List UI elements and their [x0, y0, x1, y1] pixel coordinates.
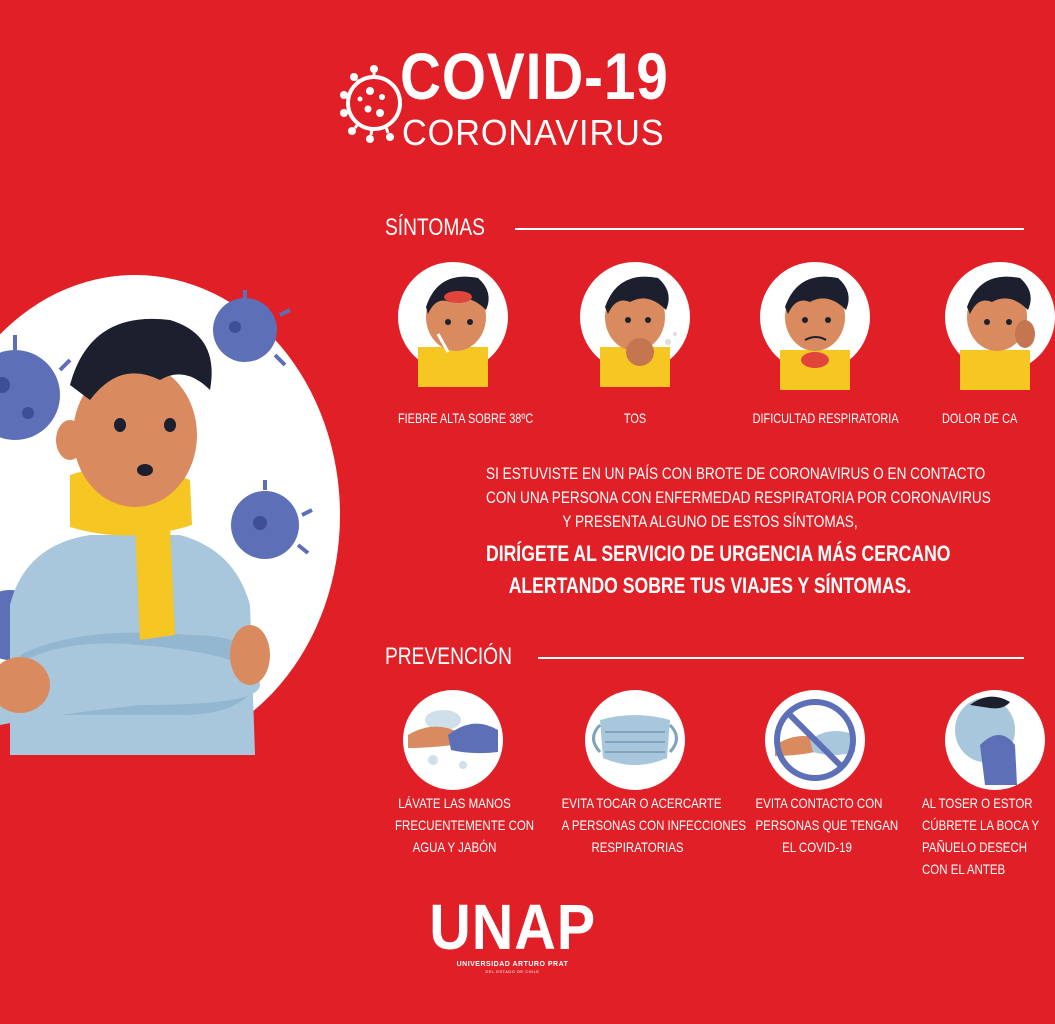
message-line: CON UNA PERSONA CON ENFERMEDAD RESPIRATORIA POR CORONAVIRUS: [486, 488, 991, 507]
message-strong-line: DIRÍGETE AL SERVICIO DE URGENCIA MÁS CERCANO: [486, 541, 951, 566]
prevention-label-avoid-touch: [561, 792, 747, 858]
coronavirus-logo-icon: [330, 53, 400, 153]
caption-line: AL TOSER O ESTOR: [922, 795, 1033, 811]
caption-line: LÁVATE LAS MANOS: [398, 795, 511, 811]
symptom-label-cough: TOS: [623, 410, 647, 426]
header: [330, 39, 710, 155]
cover-cough-icon: [945, 690, 1045, 790]
message-strong-line: ALERTANDO SOBRE TUS VIAJES Y SÍNTOMAS.: [508, 573, 912, 598]
cough-icon: [580, 262, 690, 372]
prevention-label-hands: [395, 792, 535, 858]
unap-logo: [420, 891, 605, 974]
fever-icon: [398, 262, 508, 372]
prevention-label-cover: [922, 792, 1040, 880]
symptom-label-headache: DOLOR DE CA: [942, 410, 1018, 426]
no-handshake-icon: [765, 690, 865, 790]
caption-line: CÚBRETE LA BOCA Y: [922, 817, 1040, 833]
breathing-difficulty-icon: [760, 262, 870, 372]
caption-line: A PERSONAS CON INFECCIONES: [561, 817, 747, 833]
face-mask-icon: [585, 690, 685, 790]
sick-person-illustration: [0, 275, 340, 755]
symptom-label-breathing: DIFICULTAD RESPIRATORIA: [752, 410, 899, 426]
sintomas-heading: SÍNTOMAS: [385, 214, 485, 241]
caption-line: PERSONAS QUE TENGAN: [755, 817, 899, 833]
message-line: Y PRESENTA ALGUNO DE ESTOS SÍNTOMAS,: [562, 512, 858, 531]
caption-line: FRECUENTEMENTE CON: [395, 817, 535, 833]
sick-person-icon: [0, 275, 340, 755]
logo-state: DEL ESTADO DE CHILE: [485, 969, 540, 974]
caption-line: EVITA TOCAR O ACERCARTE: [561, 795, 722, 811]
hand-washing-icon: [403, 690, 503, 790]
warning-message: [430, 462, 990, 602]
message-line: SI ESTUVISTE EN UN PAÍS CON BROTE DE CORONAVIRUS O EN CONTACTO: [486, 464, 986, 483]
caption-line: EVITA CONTACTO CON: [755, 795, 883, 811]
prevencion-divider: [538, 657, 1024, 659]
caption-line: AGUA Y JABÓN: [412, 839, 497, 855]
headache-icon: [945, 262, 1055, 372]
prevencion-heading: PREVENCIÓN: [385, 643, 512, 670]
page-subtitle: CORONAVIRUS: [402, 112, 665, 153]
symptom-label-fever: FIEBRE ALTA SOBRE 38ºC: [397, 410, 534, 426]
prevention-label-avoid-contact: [755, 792, 899, 858]
caption-line: RESPIRATORIAS: [591, 839, 684, 855]
logo-name: UNAP: [429, 891, 597, 963]
caption-line: CON EL ANTEB: [922, 861, 1006, 877]
page-title: COVID-19: [400, 39, 669, 113]
sintomas-divider: [515, 228, 1024, 230]
logo-university: UNIVERSIDAD ARTURO PRAT: [456, 961, 569, 968]
caption-line: PAÑUELO DESECH: [922, 839, 1028, 855]
caption-line: EL COVID-19: [782, 839, 852, 855]
